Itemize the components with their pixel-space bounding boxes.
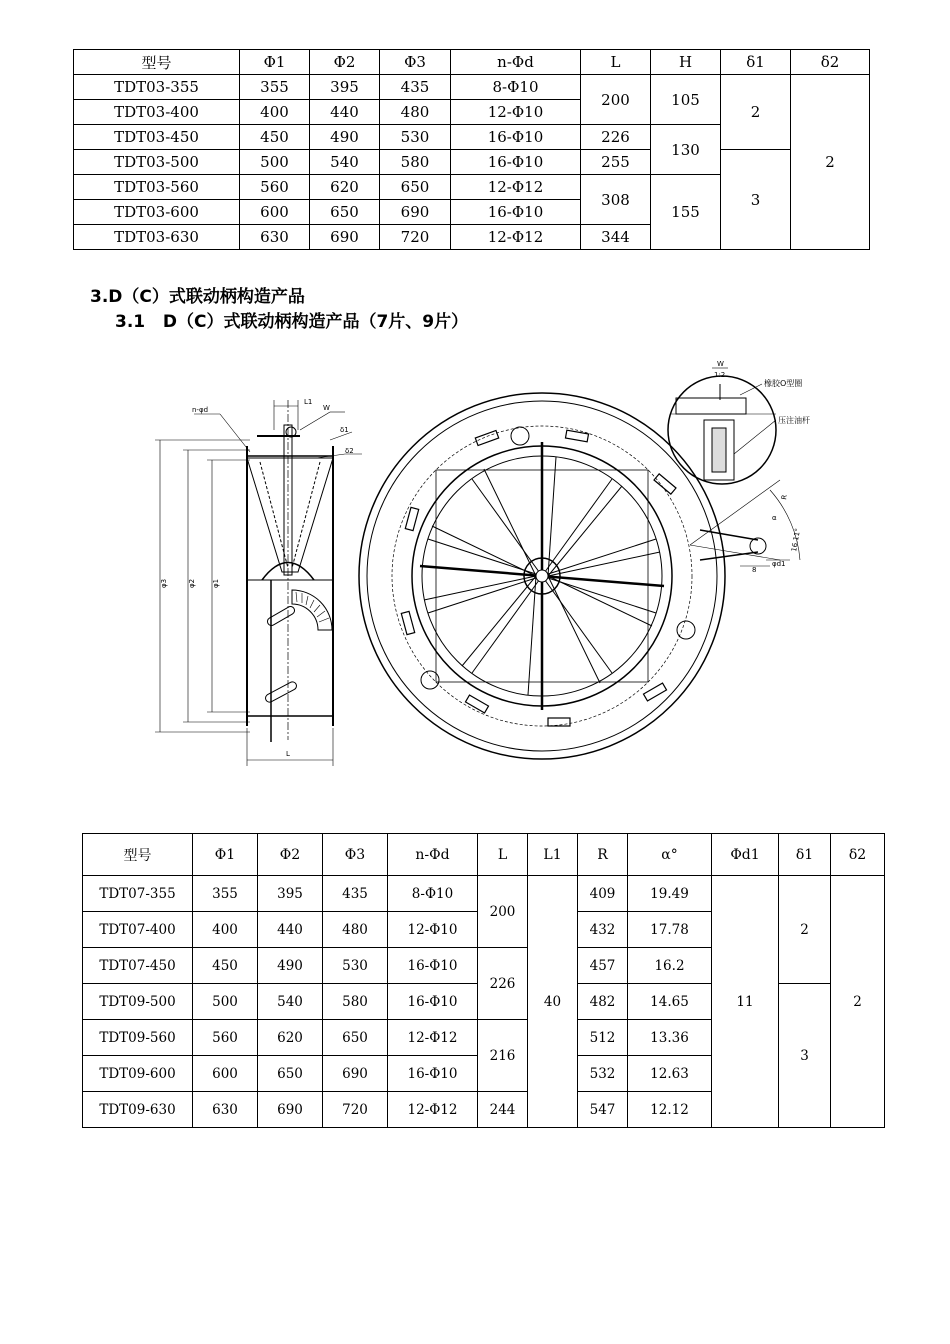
col-header-phi3: Φ3 [380,50,451,75]
cell-alpha: 19.49 [628,876,712,912]
cell-n-phid: 12-Φ12 [388,1020,478,1056]
cell-R: 532 [578,1056,628,1092]
label-angle-value: 16.11° [790,527,803,553]
blade-housing [247,458,333,572]
external-lever [690,480,780,560]
cell-phi2: 490 [310,125,380,150]
cell-phi2: 395 [310,75,380,100]
cell-R: 432 [578,912,628,948]
cell-L: 344 [581,225,651,250]
cell-phi2: 690 [310,225,380,250]
detail-scale: 1:2 [714,371,726,379]
spec-table-tdt07-tdt09 [82,833,885,1128]
cell-R: 457 [578,948,628,984]
side-view-drawing [155,398,362,766]
cell-alpha: 12.12 [628,1092,712,1128]
cell-phi2: 490 [258,948,323,984]
cell-phi2: 650 [258,1056,323,1092]
label-delta1: δ1 [340,426,349,434]
cell-phi1: 600 [240,200,310,225]
cell-L: 200 [581,75,651,125]
cell-H: 155 [651,175,721,250]
cell-L: 308 [581,175,651,225]
cell-phi3: 435 [380,75,451,100]
cell-model: TDT09-500 [83,984,193,1020]
cell-n-phid: 16-Φ10 [388,948,478,984]
cell-phi2: 440 [258,912,323,948]
cell-phi3: 530 [380,125,451,150]
cell-delta1: 2 [721,75,791,150]
col-header-phi2: Φ2 [258,834,323,876]
cell-n-phid: 16-Φ10 [388,1056,478,1092]
cell-phi1: 355 [240,75,310,100]
label-W: W [323,404,330,412]
col-header-phi3: Φ3 [323,834,388,876]
cell-n-phid: 16-Φ10 [388,984,478,1020]
label-phid1: φd1 [772,560,786,568]
cell-model: TDT03-560 [74,175,240,200]
cell-phi2: 690 [258,1092,323,1128]
label-dim-8: 8 [752,566,757,574]
cell-phi1: 560 [193,1020,258,1056]
label-phi3: φ3 [160,578,168,588]
detail-flange [676,398,746,414]
col-header-L: L [581,50,651,75]
cell-phi1: 630 [193,1092,258,1128]
cell-model: TDT03-600 [74,200,240,225]
col-header-model: 型号 [74,50,240,75]
cell-n-phid: 16-Φ10 [451,150,581,175]
cell-phi3: 480 [380,100,451,125]
label-R: R [780,494,789,501]
hub-center [536,570,548,582]
gauge-ticks [296,592,329,622]
col-header-model: 型号 [83,834,193,876]
cell-n-phid: 12-Φ12 [451,175,581,200]
cell-L1: 40 [528,876,578,1128]
cell-L: 216 [478,1020,528,1092]
cell-phi2: 620 [258,1020,323,1056]
cell-H: 130 [651,125,721,175]
col-header-delta1: δ1 [721,50,791,75]
cell-H: 105 [651,75,721,125]
label-rubber-oring: 橡胶O型圈 [764,379,803,388]
cell-phi1: 560 [240,175,310,200]
section-heading: 3.D（C）式联动柄构造产品 [90,287,305,307]
col-header-L1: L1 [528,834,578,876]
cell-R: 482 [578,984,628,1020]
cell-alpha: 16.2 [628,948,712,984]
cell-alpha: 14.65 [628,984,712,1020]
quadrant-gauge [292,590,332,630]
cell-model: TDT03-630 [74,225,240,250]
dimension-lines [155,400,362,766]
cell-model: TDT09-560 [83,1020,193,1056]
col-header-phid1: Φd1 [712,834,779,876]
label-L: L [286,750,290,758]
cell-phi3: 480 [323,912,388,948]
cell-n-phid: 12-Φ12 [451,225,581,250]
cell-n-phid: 8-Φ10 [451,75,581,100]
cell-phi1: 355 [193,876,258,912]
cell-phi1: 500 [193,984,258,1020]
detail-view-drawing [668,360,810,484]
label-n-phid: n-φd [192,406,209,414]
duct-body [247,456,333,716]
cell-model: TDT07-400 [83,912,193,948]
cell-phi1: 400 [240,100,310,125]
col-header-L: L [478,834,528,876]
front-view-drawing [359,393,802,759]
detail-insert [712,428,726,472]
label-phi2: φ2 [188,578,196,588]
table-row [83,876,885,912]
cell-n-phid: 12-Φ10 [388,912,478,948]
col-header-H: H [651,50,721,75]
detail-label-W: W [717,360,724,368]
cell-delta2: 2 [831,876,885,1128]
cell-L: 226 [478,948,528,1020]
cell-phi3: 435 [323,876,388,912]
cell-alpha: 13.36 [628,1020,712,1056]
cell-phi1: 500 [240,150,310,175]
cell-phi2: 540 [310,150,380,175]
cell-phi1: 450 [193,948,258,984]
cell-alpha: 17.78 [628,912,712,948]
cell-phi2: 540 [258,984,323,1020]
col-header-n-phid: n-Φd [451,50,581,75]
label-L1: L1 [304,398,313,406]
cell-n-phid: 16-Φ10 [451,125,581,150]
cell-n-phid: 12-Φ12 [388,1092,478,1128]
lugs [421,427,695,689]
cell-phi3: 690 [323,1056,388,1092]
cell-L: 200 [478,876,528,948]
label-delta2: δ2 [345,447,354,455]
col-header-R: R [578,834,628,876]
cell-phi3: 720 [380,225,451,250]
cell-phi3: 690 [380,200,451,225]
cell-n-phid: 12-Φ10 [451,100,581,125]
cell-phi2: 395 [258,876,323,912]
cell-phi2: 440 [310,100,380,125]
lever-arm [264,680,298,703]
section-subheading: 3.1 D（C）式联动柄构造产品（7片、9片） [115,312,469,332]
cell-phi3: 650 [380,175,451,200]
col-header-phi2: Φ2 [310,50,380,75]
label-pressure-rod: 压注油杆 [778,416,810,425]
cell-phi3: 580 [323,984,388,1020]
cell-phi1: 630 [240,225,310,250]
cell-phi1: 600 [193,1056,258,1092]
col-header-delta2: δ2 [831,834,885,876]
cell-delta1: 3 [779,984,831,1128]
cell-model: TDT09-630 [83,1092,193,1128]
cell-model: TDT03-355 [74,75,240,100]
cell-L: 226 [581,125,651,150]
cell-phi2: 620 [310,175,380,200]
cell-model: TDT03-450 [74,125,240,150]
cell-phi3: 720 [323,1092,388,1128]
cell-phi3: 580 [380,150,451,175]
cell-phid1: 11 [712,876,779,1128]
table-header-row [83,834,885,876]
cell-phi1: 400 [193,912,258,948]
cell-L: 244 [478,1092,528,1128]
col-header-n-phid: n-Φd [388,834,478,876]
cell-phi2: 650 [310,200,380,225]
col-header-phi1: Φ1 [193,834,258,876]
cell-model: TDT09-600 [83,1056,193,1092]
cell-alpha: 12.63 [628,1056,712,1092]
leader-rod [734,420,776,454]
cell-model: TDT07-355 [83,876,193,912]
cell-R: 547 [578,1092,628,1128]
cell-L: 255 [581,150,651,175]
cell-delta1: 3 [721,150,791,250]
cell-n-phid: 16-Φ10 [451,200,581,225]
cell-model: TDT03-400 [74,100,240,125]
col-header-phi1: Φ1 [240,50,310,75]
cell-phi1: 450 [240,125,310,150]
label-alpha: α [772,514,777,522]
col-header-delta2: δ2 [791,50,870,75]
cell-phi3: 650 [323,1020,388,1056]
cell-model: TDT07-450 [83,948,193,984]
cell-delta2: 2 [791,75,870,250]
cell-model: TDT03-500 [74,150,240,175]
cell-n-phid: 8-Φ10 [388,876,478,912]
col-header-delta1: δ1 [779,834,831,876]
cell-phi3: 530 [323,948,388,984]
cell-R: 409 [578,876,628,912]
col-header-alpha: α° [628,834,712,876]
cell-delta1: 2 [779,876,831,984]
cell-R: 512 [578,1020,628,1056]
label-phi1: φ1 [212,578,220,588]
